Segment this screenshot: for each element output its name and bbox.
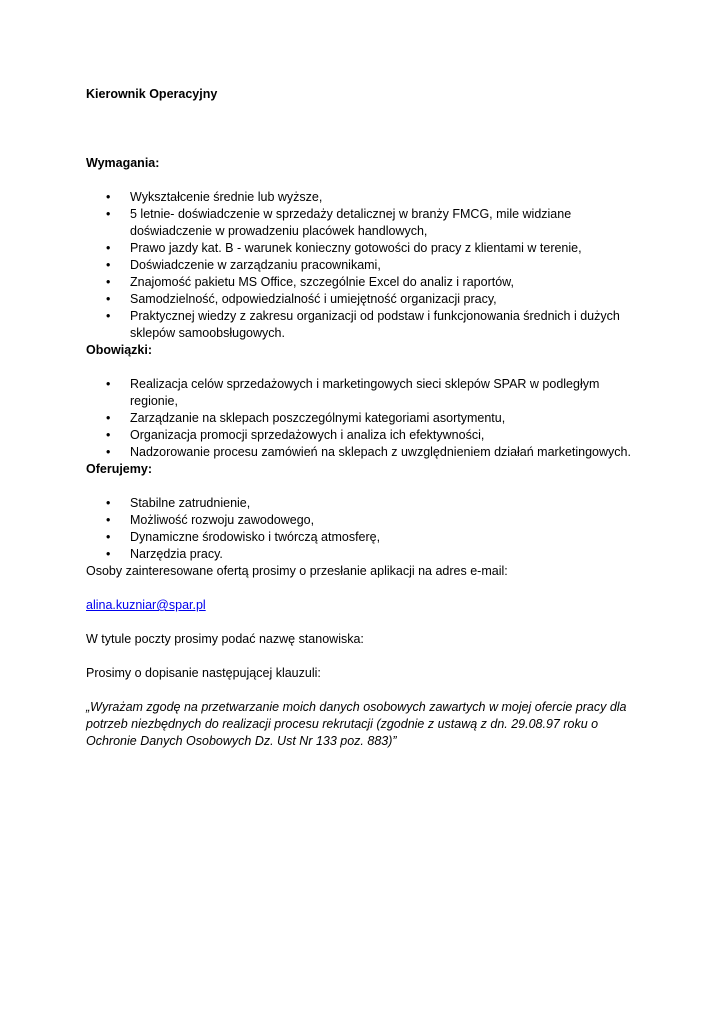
email-link[interactable]: alina.kuzniar@spar.pl [86,598,206,612]
list-item: • Dynamiczne środowisko i twórczą atmosferę, [106,530,381,544]
offer-list [86,495,646,563]
bullet-icon: • [106,292,111,306]
bullet-icon: • [106,241,111,255]
bullet-icon: • [106,496,111,510]
list-item: • Zarządzanie na sklepach poszczególnymi kategoriami asortymentu, [106,411,506,425]
offer-heading: Oferujemy: [86,462,152,476]
bullet-icon: • [106,258,111,272]
list-item: • Praktycznej wiedzy z zakresu organizacji od podstaw i funkcjonowania średnich i dużych sklepów samoobsługowych. [106,309,620,340]
bullet-icon: • [106,428,111,442]
list-item: • Organizacja promocji sprzedażowych i analiza ich efektywności, [106,428,485,442]
clause-note: Prosimy o dopisanie następującej klauzuli: [86,666,321,680]
list-item: • Realizacja celów sprzedażowych i marketingowych sieci sklepów SPAR w podległym regionie, [106,377,600,408]
list-item: • Samodzielność, odpowiedzialność i umiejętność organizacji pracy, [106,292,497,306]
bullet-icon: • [106,513,111,527]
bullet-icon: • [106,377,111,391]
duties-heading: Obowiązki: [86,343,152,357]
list-item: • Doświadczenie w zarządzaniu pracownikami, [106,258,381,272]
requirements-list [86,189,646,342]
job-title: Kierownik Operacyjny [86,87,218,101]
bullet-icon: • [106,445,111,459]
subject-note: W tytule poczty prosimy podać nazwę stanowiska: [86,632,364,646]
list-item: • Wykształcenie średnie lub wyższe, [106,190,323,204]
list-item: • Możliwość rozwoju zawodowego, [106,513,315,527]
email-paragraph [86,597,646,614]
list-item: • Nadzorowanie procesu zamówień na sklepach z uwzględnieniem działań marketingowych. [106,445,631,459]
bullet-icon: • [106,547,111,561]
document-page [86,86,646,750]
list-item: • Znajomość pakietu MS Office, szczególnie Excel do analiz i raportów, [106,275,514,289]
bullet-icon: • [106,530,111,544]
list-item: • Narzędzia pracy. [106,547,223,561]
consent-clause: „Wyrażam zgodę na przetwarzanie moich danych osobowych zawartych w mojej ofercie pracy dla potrzeb niezbędnych do realizacji procesu rekrutacji (zgodnie z ustawą z dn. 29.08.97 roku o Ochronie Danych Osobowych Dz. Ust Nr 133 poz. 883)” [86,700,627,748]
list-item: • Stabilne zatrudnienie, [106,496,251,510]
bullet-icon: • [106,309,111,323]
bullet-icon: • [106,411,111,425]
list-item: • Prawo jazdy kat. B - warunek konieczny gotowości do pracy z klientami w terenie, [106,241,582,255]
bullet-icon: • [106,275,111,289]
list-item: • 5 letnie- doświadczenie w sprzedaży detalicznej w branży FMCG, mile widziane doświadczenie w prowadzeniu placówek handlowych, [106,207,572,238]
duties-list [86,376,646,461]
requirements-heading: Wymagania: [86,156,160,170]
bullet-icon: • [106,190,111,204]
application-intro: Osoby zainteresowane ofertą prosimy o przesłanie aplikacji na adres e-mail: [86,564,508,578]
bullet-icon: • [106,207,111,221]
